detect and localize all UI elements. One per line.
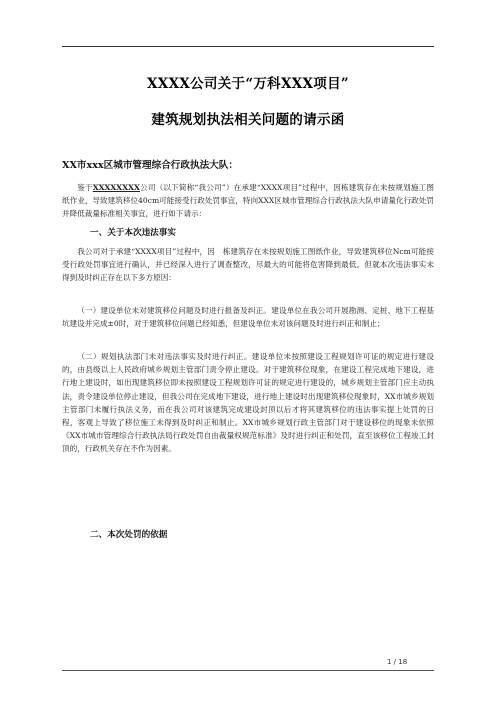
paragraph-reason-2: （二）规划执法部门未对违法事实及时进行纠正。建设单位未按照建设工程规划许可证的规定进行建设的，由县级以上人民政府城乡规划主管部门责令停止建设。对于建筑移位现象，在建设工程完成地下建设，进行地上建设时，如出现建筑移位即未按照建设工程规划许可证的规定进行建设的，城乡规划主管部门应主动执法，责令建设单位停止建设，但我公司在完成地下建设，进行地上建设时出现建筑移位现象时，XX市城乡规划主管部门未履行执法义务，而在我公司对该建筑完成建设封顶以后才将其建筑移位的违法事实提上处罚的日程，客观上导致了移位施工未得到及时纠正和制止。XX市城乡规划行政主管部门对于建设移位的现象未依照《XX市城市管理综合行政执法局行政处罚自由裁量权规范标准》及时进行纠正和处罚，直至该移位工程竣工封顶的，行政机关存在不作为因素。 — [62, 352, 434, 454]
section-heading-2: 二、本次处罚的依据 — [90, 530, 168, 540]
intro-text: 公司（以下简称“我公司”）在承建“XXXX项目”过程中，因栋建筑存在未按规划施工图纸作业，导致建筑移位40cm可能接受行政处罚事宜，特向XXX区城市管理综合行政执法大队申请量化行政处罚并降低裁量标准相关事宜，进行如下请示： — [62, 183, 435, 219]
document-title-line1: XXXX公司关于“万科XXX项目” — [147, 76, 349, 92]
footer-rule — [62, 670, 434, 671]
intro-prefix: 鉴于 — [77, 183, 93, 192]
section-heading-1: 一、关于本次违法事实 — [90, 228, 176, 238]
paragraph-violation-facts: 我公司对于承建“XXXX项目”过程中，因 栋建筑存在未按规划施工图纸作业，导致建筑移位Ncm可能接受行政处罚事宜进行确认，并已经深入进行了调查整改，尽最大的可能将危害降到最低。但就本次违法事实未得到及时纠正存在以下多方原因： — [62, 247, 434, 283]
header-rule — [62, 46, 434, 47]
salutation: XX市xxx区城市管理综合行政执法大队： — [62, 160, 238, 171]
company-name: XXXXXXXX — [92, 183, 140, 192]
paragraph-intro — [62, 181, 434, 221]
page-number: 1 / 18 — [387, 658, 408, 666]
document-title-line2: 建筑规划执法相关问题的请示函 — [151, 112, 345, 128]
paragraph-reason-1: （一）建设单位未对建筑移位问题及时进行报备及纠正。建设单位在我公司开展勘测、定桩、地下工程基坑建设并完成±0时，对于建筑移位问题已经知悉，但建设单位未对该问题及时进行纠正和制止； — [62, 306, 434, 329]
